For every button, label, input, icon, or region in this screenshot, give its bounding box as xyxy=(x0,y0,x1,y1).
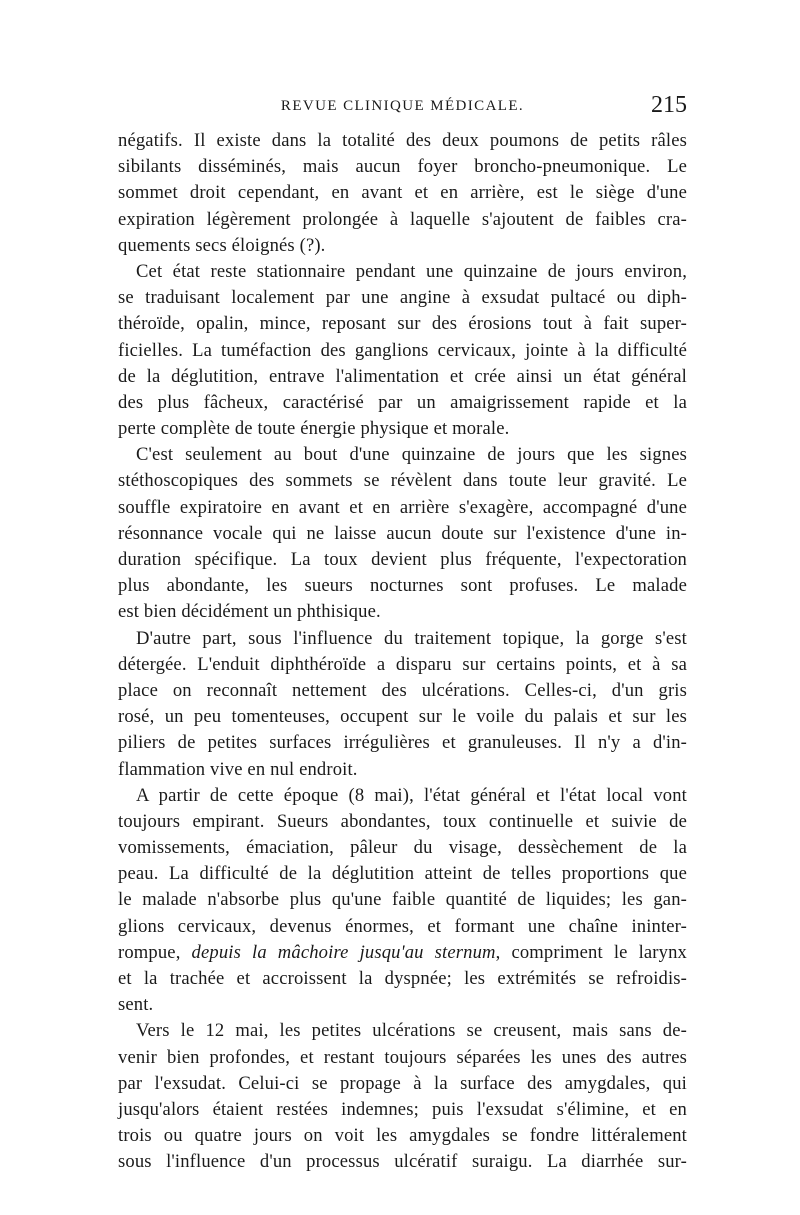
text-line: rosé, un peu tomenteuses, occupent sur le voile du palais et sur les xyxy=(118,706,687,728)
italic-text-run: depuis la mâchoire jusqu'au sternum xyxy=(191,941,496,963)
text-line: des plus fâcheux, caractérisé par un amaigrissement rapide et la xyxy=(118,391,687,413)
text-line: plus abondante, les sueurs nocturnes sont profuses. Le malade xyxy=(118,575,687,597)
text-line: sommet droit cependant, en avant et en arrière, est le siège d'une xyxy=(118,182,687,204)
text-line: le malade n'absorbe plus qu'une faible quantité de liquides; les gan- xyxy=(118,889,687,911)
text-run: , compriment le larynx xyxy=(495,941,687,963)
text-line: par l'exsudat. Celui-ci se propage à la surface des amygdales, qui xyxy=(118,1072,687,1094)
text-line: D'autre part, sous l'influence du traitement topique, la gorge s'est xyxy=(136,627,687,649)
text-line: théroïde, opalin, mince, reposant sur des érosions tout à fait super- xyxy=(118,313,687,335)
body-text xyxy=(118,128,687,1176)
text-line: perte complète de toute énergie physique et morale. xyxy=(118,418,510,440)
text-line: toujours empirant. Sueurs abondantes, toux continuelle et suivie de xyxy=(118,810,687,832)
text-line: flammation vive en nul endroit. xyxy=(118,758,358,780)
text-line: sibilants disséminés, mais aucun foyer broncho-pneumonique. Le xyxy=(118,156,687,178)
text-line: duration spécifique. La toux devient plus fréquente, l'expectoration xyxy=(118,549,687,570)
text-line: glions cervicaux, devenus énormes, et formant une chaîne ininter- xyxy=(118,915,687,937)
text-line: souffle expiratoire en avant et en arrière s'exagère, accompagné d'une xyxy=(118,496,687,518)
text-line xyxy=(118,940,687,966)
text-line: Vers le 12 mai, les petites ulcérations se creusent, mais sans de- xyxy=(136,1020,687,1042)
text-line: Cet état reste stationnaire pendant une quinzaine de jours environ, xyxy=(136,260,687,282)
text-line: trois ou quatre jours on voit les amygdales se fondre littéralement xyxy=(118,1125,687,1147)
text-line: de la déglutition, entrave l'alimentation et crée ainsi un état général xyxy=(118,365,687,387)
page-header xyxy=(118,92,687,128)
text-line: quements secs éloignés (?). xyxy=(118,234,326,256)
running-title: REVUE CLINIQUE MÉDICALE. xyxy=(280,98,525,114)
text-line: négatifs. Il existe dans la totalité des deux poumons de petits râles xyxy=(118,130,687,151)
page-number: 215 xyxy=(651,92,687,118)
text-run: rompue, xyxy=(118,941,192,963)
text-line: expiration légèrement prolongée à laquelle s'ajoutent de faibles cra- xyxy=(118,208,687,230)
text-line: piliers de petites surfaces irrégulières et granuleuses. Il n'y a d'in- xyxy=(118,732,687,754)
text-line: et la trachée et accroissent la dyspnée; les extrémités se refroidis- xyxy=(118,968,687,989)
text-line: sous l'influence d'un processus ulcératif suraigu. La diarrhée sur- xyxy=(118,1151,687,1173)
text-line: C'est seulement au bout d'une quinzaine de jours que les signes xyxy=(136,444,687,466)
text-line: peau. La difficulté de la déglutition atteint de telles proportions que xyxy=(118,863,687,885)
text-line: A partir de cette époque (8 mai), l'état général et l'état local vont xyxy=(136,784,687,806)
text-line: jusqu'alors étaient restées indemnes; puis l'exsudat s'élimine, et en xyxy=(118,1098,687,1120)
text-line: sent. xyxy=(118,994,154,1016)
text-line: venir bien profondes, et restant toujours séparées les unes des autres xyxy=(118,1046,687,1068)
text-line: se traduisant localement par une angine à exsudat pultacé ou diph- xyxy=(118,287,687,309)
text-line: détergée. L'enduit diphthéroïde a disparu sur certains points, et à sa xyxy=(118,653,687,675)
text-line: vomissements, émaciation, pâleur du visage, dessèchement de la xyxy=(118,837,687,859)
text-line: est bien décidément un phthisique. xyxy=(118,601,381,623)
text-line: résonnance vocale qui ne laisse aucun doute sur l'existence d'une in- xyxy=(118,522,687,544)
text-line: stéthoscopiques des sommets se révèlent dans toute leur gravité. Le xyxy=(118,470,687,492)
text-line: ficielles. La tuméfaction des ganglions cervicaux, jointe à la difficulté xyxy=(118,339,687,361)
text-line: place on reconnaît nettement des ulcérations. Celles-ci, d'un gris xyxy=(118,679,687,701)
